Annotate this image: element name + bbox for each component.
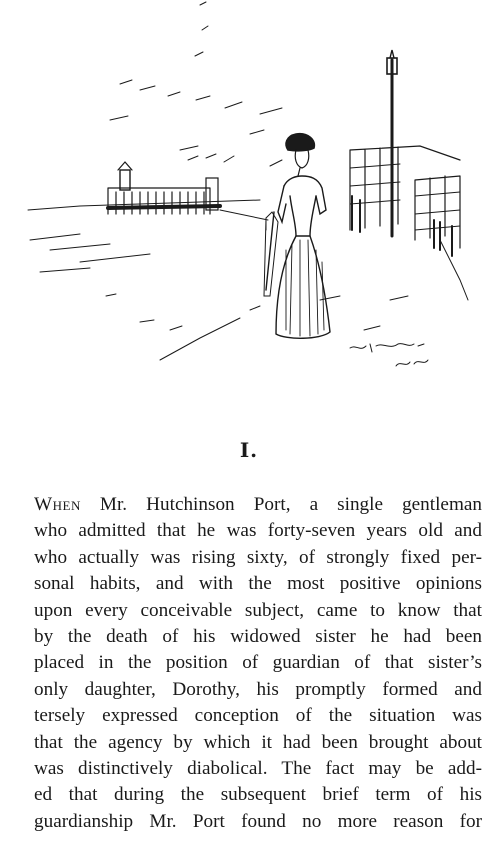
paragraph-line-12: ed that during the subsequent brief term of his <box>34 784 482 806</box>
paragraph-line-5: upon every conceivable subject, came to know that <box>34 599 482 621</box>
paragraph-line-6: by the death of his widowed sister he had been <box>34 626 482 648</box>
paragraph-line-9: tersely expressed conception of the situation was <box>34 705 482 727</box>
lead-word: When <box>34 494 81 515</box>
woman-on-promenade-illustration <box>20 0 480 380</box>
paragraph-line-8: only daughter, Dorothy, his promptly formed and <box>34 678 482 700</box>
line-text: Mr. Hutchinson Port, a single gentleman <box>80 494 482 515</box>
paragraph-line-7: placed in the position of guardian of that sister’s <box>34 652 482 674</box>
paragraph-line-4: sonal habits, and with the most positive opinions <box>34 573 482 595</box>
chapter-paragraph <box>34 492 482 835</box>
paragraph-line-11: was distinctively diabolical. The fact may be add- <box>34 758 482 780</box>
paragraph-line-1 <box>34 492 482 518</box>
paragraph-line-3: who actually was rising sixty, of strongly fixed per- <box>34 546 482 568</box>
paragraph-line-13: guardianship Mr. Port found no more reason for <box>34 810 482 832</box>
paragraph-line-2: who admitted that he was forty-seven years old and <box>34 520 482 542</box>
chapter-number: I. <box>239 438 259 462</box>
paragraph-line-10: that the agency by which it had been brought about <box>34 731 482 753</box>
